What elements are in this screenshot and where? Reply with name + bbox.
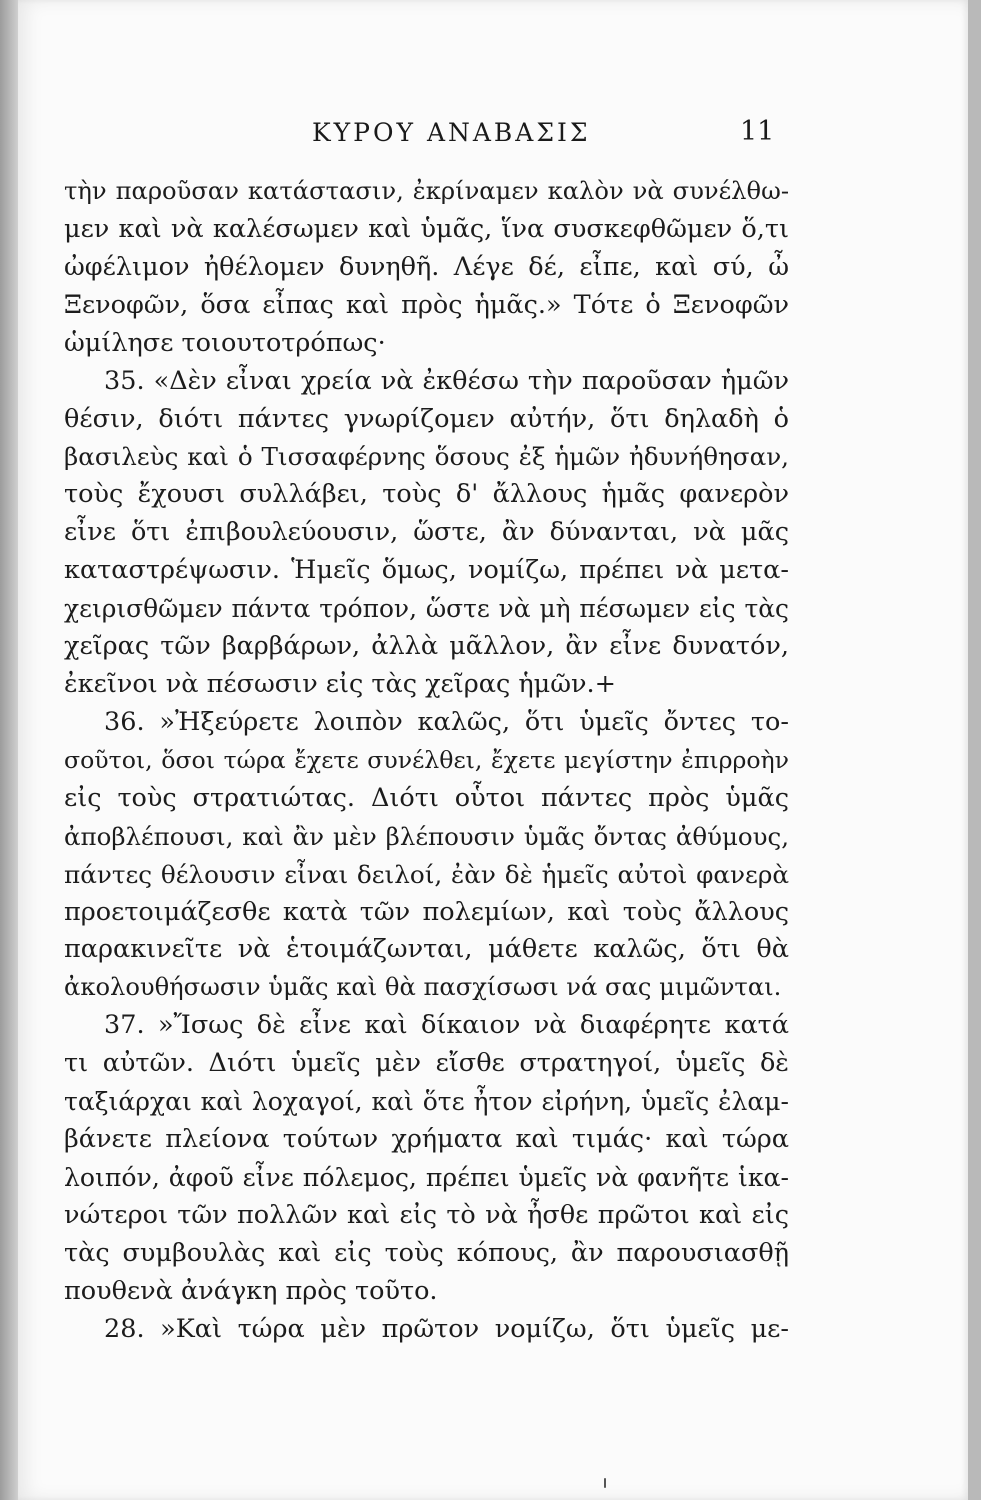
text-line: Ξενοφῶν, ὅσα εἶπας καὶ πρὸς ἡμᾶς.» Τότε ὁ Ξενοφῶν — [64, 289, 789, 320]
page-header — [0, 118, 981, 158]
text-line: ἐκεῖνοι νὰ πέσωσιν εἰς τὰς χεῖρας ἡμῶν.+ — [64, 668, 616, 699]
section-35-start: 35. «Δὲν εἶναι χρεία νὰ ἐκθέσω τὴν παροῦσαν ἡμῶν — [104, 365, 789, 396]
text-line: παρακινεῖτε νὰ ἑτοιμάζωνται, μάθετε καλῶς, ὅτι θὰ — [64, 934, 789, 965]
text-line: λοιπόν, ἀφοῦ εἶνε πόλεμος, πρέπει ὑμεῖς νὰ φανῆτε ἱκα- — [64, 1162, 789, 1192]
text-line: τὴν παροῦσαν κατάστασιν, ἐκρίναμεν καλὸν νὰ συνέλθω- — [64, 177, 789, 205]
text-line: νώτεροι τῶν πολλῶν καὶ εἰς τὸ νὰ ἦσθε πρῶτοι καὶ εἰς — [64, 1199, 789, 1230]
text-line: εἰς τοὺς στρατιώτας. Διότι οὗτοι πάντες πρὸς ὑμᾶς — [64, 782, 789, 813]
body-text — [64, 173, 789, 1349]
text-line: ὡμίλησε τοιουτοτρόπως· — [64, 327, 386, 358]
text-line: σοῦτοι, ὅσοι τώρα ἔχετε συνέλθει, ἔχετε μεγίστην ἐπιρροὴν — [64, 745, 789, 774]
text-line: πάντες θέλουσιν εἶναι δειλοί, ἐὰν δὲ ἡμεῖς αὐτοὶ φανερὰ — [64, 859, 789, 889]
text-line: ἀκολουθήσωσιν ὑμᾶς καὶ θὰ πασχίσωσι νά σας μιμῶνται. — [64, 973, 782, 1002]
book-spine-shadow — [0, 0, 18, 1500]
section-28-start: 28. »Καὶ τώρα μὲν πρῶτον νομίζω, ὅτι ὑμεῖς με- — [104, 1313, 789, 1344]
text-line: ὠφέλιμον ἠθέλομεν δυνηθῆ. Λέγε δέ, εἶπε, καὶ σύ, ὦ — [64, 251, 789, 282]
text-line: χεῖρας τῶν βαρβάρων, ἀλλὰ μᾶλλον, ἂν εἶνε δυνατόν, — [64, 631, 789, 662]
text-line: βάνετε πλείονα τούτων χρήματα καὶ τιμάς· καὶ τώρα — [64, 1124, 789, 1155]
text-line: τι αὐτῶν. Διότι ὑμεῖς μὲν εἴσθε στρατηγοί, ὑμεῖς δὲ — [64, 1048, 789, 1079]
text-line: τὰς συμβουλὰς καὶ εἰς τοὺς κόπους, ἂν παρουσιασθῇ — [64, 1237, 789, 1268]
text-line: βασιλεὺς καὶ ὁ Τισσαφέρνης ὅσους ἐξ ἡμῶν ἠδυνήθησαν, — [64, 442, 789, 472]
text-line: ταξιάρχαι καὶ λοχαγοί, καὶ ὅτε ἦτον εἰρήνη, ὑμεῖς ἐλαμ- — [64, 1087, 789, 1117]
running-head: ΚΥΡΟΥ ΑΝΑΒΑΣΙΣ — [312, 118, 591, 147]
text-line: προετοιμάζεσθε κατὰ τῶν πολεμίων, καὶ τοὺς ἄλλους — [64, 896, 789, 927]
text-line: χειρισθῶμεν πάντα τρόπον, ὥστε νὰ μὴ πέσωμεν εἰς τὰς — [64, 594, 789, 624]
text-line: ἀποβλέπουσι, καὶ ἂν μὲν βλέπουσιν ὑμᾶς ὄντας ἀθύμους, — [64, 821, 789, 851]
paper-speck — [604, 1478, 606, 1488]
text-line: θέσιν, διότι πάντες γνωρίζομεν αὐτήν, ὅτι δηλαδὴ ὁ — [64, 403, 789, 434]
text-line: μεν καὶ νὰ καλέσωμεν καὶ ὑμᾶς, ἵνα συσκεφθῶμεν ὅ,τι — [64, 213, 789, 244]
text-line: καταστρέψωσιν. Ἡμεῖς ὅμως, νομίζω, πρέπει νὰ μετα- — [64, 555, 789, 586]
text-line: εἶνε ὅτι ἐπιβουλεύουσιν, ὥστε, ἂν δύνανται, νὰ μᾶς — [64, 517, 789, 548]
section-37-start: 37. »Ἴσως δὲ εἶνε καὶ δίκαιον νὰ διαφέρητε κατά — [104, 1010, 789, 1041]
text-line: τοὺς ἔχουσι συλλάβει, τοὺς δ' ἄλλους ἡμᾶς φανερὸν — [64, 479, 789, 510]
page-number: 11 — [740, 116, 775, 147]
section-36-start: 36. »Ἠξεύρετε λοιπὸν καλῶς, ὅτι ὑμεῖς ὄντες το- — [104, 706, 789, 737]
text-line: πουθενὰ ἀνάγκη πρὸς τοῦτο. — [64, 1275, 438, 1306]
